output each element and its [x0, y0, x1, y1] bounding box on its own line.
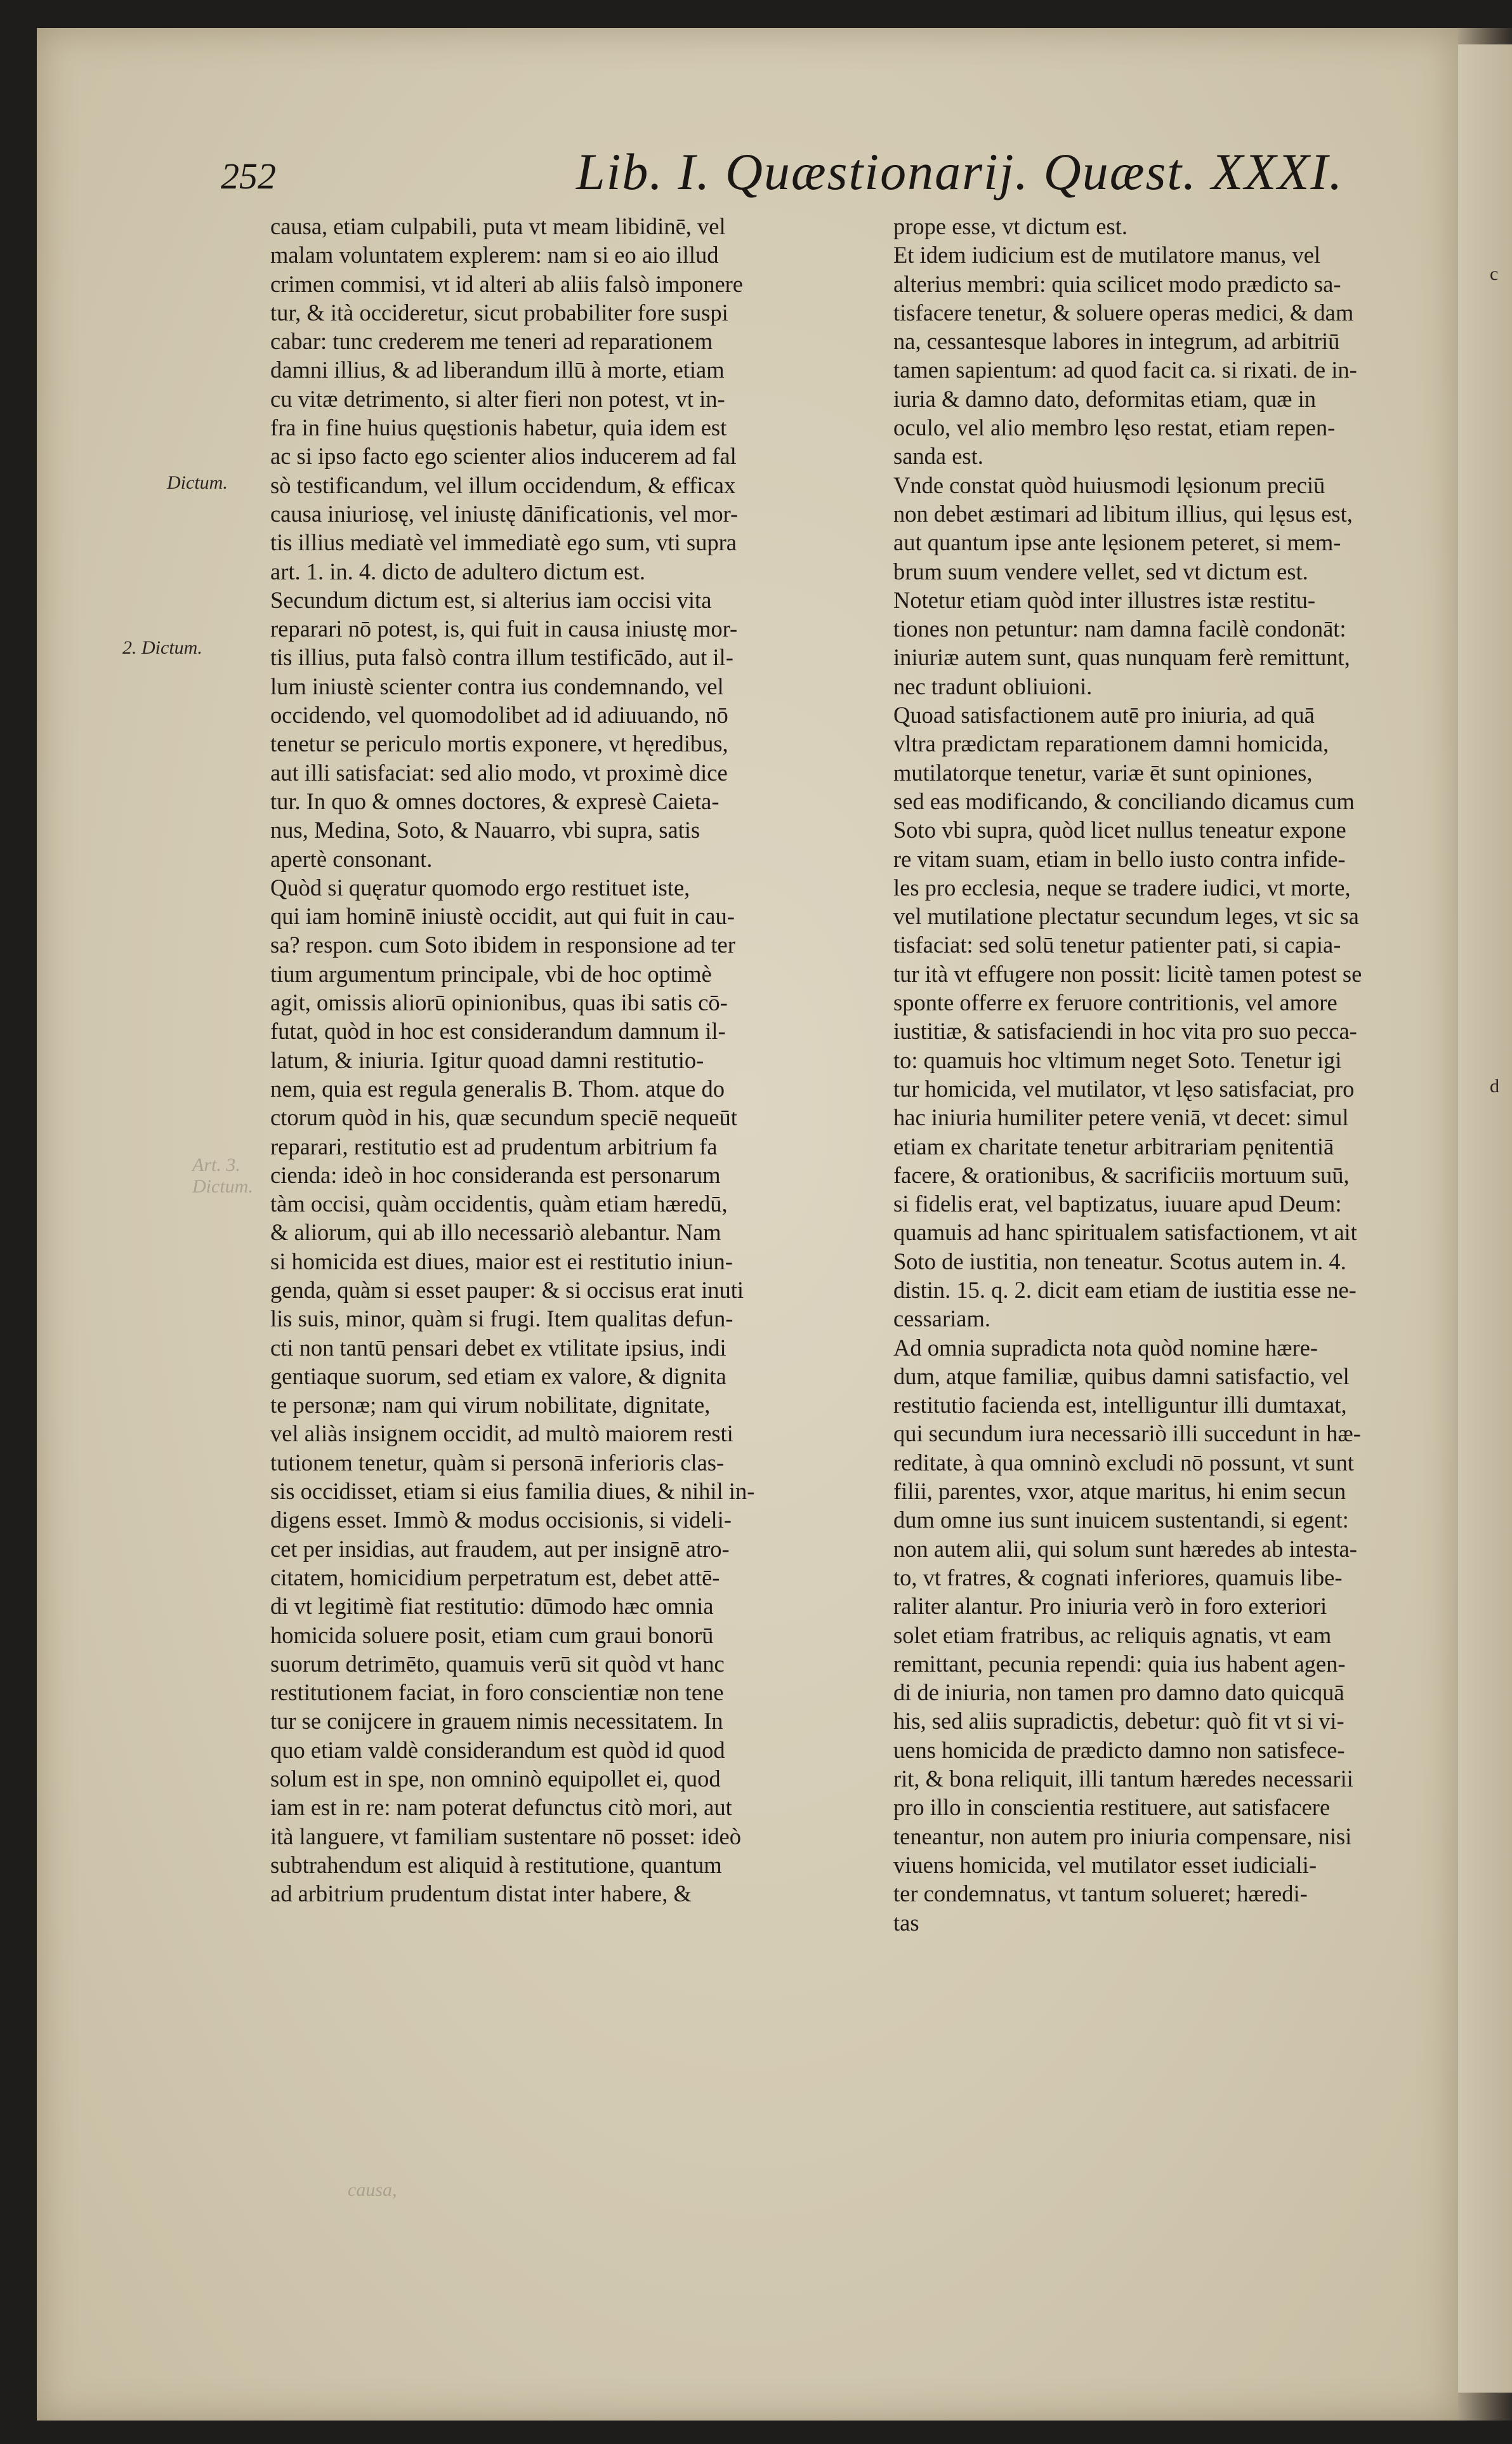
text-line: prope esse, vt dictum est.: [893, 213, 1127, 239]
text-line: cet per insidias, aut fraudem, aut per insignē atro-: [270, 1535, 730, 1562]
text-line: ter condemnatus, vt tantum solueret; hæredi-: [893, 1880, 1308, 1907]
text-line: tisfaciat: sed solū tenetur patienter pati, si capia-: [893, 932, 1341, 958]
text-line: sis occidisset, etiam si eius familia diues, & nihil in-: [270, 1478, 755, 1505]
text-line: qui secundum iura necessariò illi succedunt in hæ-: [893, 1420, 1361, 1447]
text-line: iniuriæ autem sunt, quas nunquam ferè remittunt,: [893, 644, 1350, 671]
text-line: vel mutilatione plectatur secundum leges, vt sic sa: [893, 903, 1359, 930]
text-line: tas: [893, 1909, 919, 1936]
edge-letter: d: [1490, 1076, 1499, 1097]
text-line: tium argumentum principale, vbi de hoc optimè: [270, 960, 712, 987]
text-line: nec tradunt obliuioni.: [893, 673, 1093, 699]
text-line: na, cessantesque labores in integrum, ad arbitriū: [893, 328, 1340, 355]
text-line: art. 1. in. 4. dicto de adultero dictum est.: [270, 558, 645, 585]
text-line: dum, atque familiæ, quibus damni satisfactio, vel: [893, 1363, 1350, 1389]
text-line: cessariam.: [893, 1305, 991, 1332]
text-line: causa iniuriosę, vel iniustę dānificationis, vel mor-: [270, 500, 739, 527]
text-line: cienda: ideò in hoc consideranda est personarum: [270, 1161, 721, 1188]
text-line: brum suum vendere vellet, sed vt dictum est.: [893, 558, 1308, 585]
text-line: Ad omnia supradicta nota quòd nomine hære-: [893, 1334, 1318, 1361]
text-line: tur se conijcere in grauem nimis necessitatem. In: [270, 1708, 723, 1734]
text-line: restitutionem faciat, in foro conscientiæ non tene: [270, 1679, 724, 1706]
text-line: ac si ipso facto ego scienter alios inducerem ad fal: [270, 443, 737, 470]
margin-note-second-dictum: 2. Dictum.: [122, 637, 202, 658]
facing-page-edge: [1458, 44, 1512, 2393]
text-line: Notetur etiam quòd inter illustres istæ restitu-: [893, 586, 1316, 613]
text-line: hac iniuria humiliter petere veniā, vt decet: simul: [893, 1104, 1349, 1131]
text-line: ctorum quòd in his, quæ secundum speciē nequeūt: [270, 1104, 737, 1131]
text-line: ità languere, vt familiam sustentare nō posset: ideò: [270, 1823, 741, 1849]
text-line: si homicida est diues, maior est ei restitutio iniun-: [270, 1248, 733, 1274]
text-line: aut quantum ipse ante lęsionem peteret, si mem-: [893, 529, 1341, 556]
text-line: iustitiæ, & satisfaciendi in hoc vita pro suo pecca-: [893, 1018, 1357, 1045]
text-line: lum iniustè scienter contra ius condemnando, vel: [270, 673, 724, 699]
text-line: uens homicida de prædicto damno non satisfece-: [893, 1736, 1345, 1763]
text-line: remittant, pecunia rependi: quia ius habent agen-: [893, 1650, 1346, 1677]
right-text-column: [893, 212, 1490, 1937]
text-line: solet etiam fratribus, ac reliquis agnatis, vt eam: [893, 1622, 1332, 1648]
text-line: distin. 15. q. 2. dicit eam etiam de iustitia esse ne-: [893, 1276, 1357, 1303]
text-line: tàm occisi, quàm occidentis, quàm etiam hæredū,: [270, 1191, 728, 1217]
text-line: teneantur, non autem pro iniuria compensare, nisi: [893, 1823, 1352, 1849]
text-line: tur, & ità occideretur, sicut probabiliter fore suspi: [270, 299, 728, 326]
edge-letter: c: [1490, 263, 1499, 284]
text-line: futat, quòd in hoc est considerandum damnum il-: [270, 1018, 726, 1045]
margin-note-art-3: Art. 3. Dictum.: [192, 1154, 253, 1197]
text-line: citatem, homicidium perpetratum est, debet attē-: [270, 1564, 720, 1590]
text-line: tur. In quo & omnes doctores, & expresè Caieta-: [270, 788, 720, 814]
text-line: Soto vbi supra, quòd licet nullus teneatur expone: [893, 817, 1346, 843]
text-line: occidendo, vel quomodolibet ad id adiuuando, nō: [270, 702, 728, 729]
text-line: gentiaque suorum, sed etiam ex valore, & dignita: [270, 1363, 726, 1389]
text-line: oculo, vel alio membro lęso restat, etiam repen-: [893, 414, 1336, 441]
text-line: Et idem iudicium est de mutilatore manus, vel: [893, 242, 1321, 268]
text-line: iam est in re: nam poterat defunctus citò mori, aut: [270, 1794, 732, 1821]
text-line: agit, omissis aliorū opinionibus, quas ibi satis cō-: [270, 989, 728, 1016]
text-line: suorum detrimēto, quamuis verū sit quòd vt hanc: [270, 1650, 725, 1677]
text-line: rit, & bona reliquit, illi tantum hæredes necessarii: [893, 1766, 1353, 1792]
text-line: sponte offerre ex feruore contritionis, vel amore: [893, 989, 1338, 1016]
book-page: [37, 28, 1458, 2421]
text-line: di de iniuria, non tamen pro damno dato quicquā: [893, 1679, 1344, 1706]
text-line: quo etiam valdè considerandum est quòd id quod: [270, 1736, 725, 1763]
text-line: Quoad satisfactionem autē pro iniuria, ad quā: [893, 702, 1315, 729]
text-line: les pro ecclesia, neque se tradere iudici, vt morte,: [893, 874, 1351, 901]
text-line: restitutio facienda est, intelliguntur illi dumtaxat,: [893, 1392, 1347, 1418]
text-line: tenetur se periculo mortis exponere, vt hęredibus,: [270, 730, 728, 757]
text-line: subtrahendum est aliquid à restitutione, quantum: [270, 1851, 722, 1878]
text-line: facere, & orationibus, & sacrificiis mortuum suū,: [893, 1161, 1350, 1188]
text-line: Quòd si quęratur quomodo ergo restituet iste,: [270, 874, 690, 901]
text-line: quamuis ad hanc spiritualem satisfactionem, vt ait: [893, 1219, 1357, 1246]
text-line: non autem alii, qui solum sunt hæredes ab intesta-: [893, 1535, 1357, 1562]
faded-catchword: causa,: [348, 2179, 397, 2200]
text-line: solum est in spe, non omninò equipollet ei, quod: [270, 1766, 721, 1792]
text-line: etiam ex charitate tenetur arbitrariam pęnitentiā: [893, 1133, 1334, 1159]
text-line: to: quamuis hoc vltimum neget Soto. Tenetur igi: [893, 1047, 1342, 1073]
text-line: sed eas modificando, & conciliando dicamus cum: [893, 788, 1355, 814]
text-line: digens esset. Immò & modus occisionis, si videli-: [270, 1507, 732, 1533]
text-line: filii, parentes, vxor, atque maritus, hi enim secun: [893, 1478, 1346, 1505]
text-line: viuens homicida, vel mutilator esset iudiciali-: [893, 1851, 1317, 1878]
text-line: raliter alantur. Pro iniuria verò in foro exteriori: [893, 1593, 1327, 1620]
page-number: 252: [221, 155, 276, 197]
text-line: sa? respon. cum Soto ibidem in responsione ad ter: [270, 932, 735, 958]
text-line: Secundum dictum est, si alterius iam occisi vita: [270, 586, 712, 613]
text-line: tisfacere tenetur, & soluere operas medici, & dam: [893, 299, 1354, 326]
text-line: cu vitæ detrimento, si alter fieri non potest, vt in-: [270, 385, 725, 412]
text-line: cti non tantū pensari debet ex vtilitate ipsius, indi: [270, 1334, 726, 1361]
text-line: iuria & damno dato, deformitas etiam, quæ in: [893, 385, 1316, 412]
running-title: Lib. I. Quæstionarij. Quæst. XXXI.: [576, 143, 1344, 201]
text-line: nus, Medina, Soto, & Nauarro, vbi supra, satis: [270, 817, 700, 843]
text-line: tis illius mediatè vel immediatè ego sum, vti supra: [270, 529, 737, 556]
text-line: apertè consonant.: [270, 845, 433, 872]
text-line: reparari nō potest, is, qui fuit in causa iniustę mor-: [270, 616, 738, 642]
text-line: homicida soluere posit, etiam cum graui bonorū: [270, 1622, 714, 1648]
text-line: his, sed aliis supradictis, debetur: quò fit vt si vi-: [893, 1708, 1344, 1734]
text-line: damni illius, & ad liberandum illū à morte, etiam: [270, 357, 725, 383]
text-line: Vnde constat quòd huiusmodi lęsionum preciū: [893, 472, 1325, 498]
text-line: di vt legitimè fiat restitutio: dūmodo hæc omnia: [270, 1593, 714, 1620]
text-line: ad arbitrium prudentum distat inter habere, &: [270, 1880, 692, 1907]
text-line: tur homicida, vel mutilator, vt lęso satisfaciat, pro: [893, 1075, 1355, 1102]
text-line: fra in fine huius quęstionis habetur, quia idem est: [270, 414, 727, 441]
text-line: latum, & iniuria. Igitur quoad damni restitutio-: [270, 1047, 704, 1073]
text-line: sanda est.: [893, 443, 983, 470]
left-text-column: [270, 212, 876, 1908]
text-line: mutilatorque tenetur, variæ ēt sunt opiniones,: [893, 759, 1313, 786]
text-line: te personæ; nam qui virum nobilitate, dignitate,: [270, 1392, 711, 1418]
text-line: dum omne ius sunt inuicem sustentandi, si egent:: [893, 1507, 1349, 1533]
text-line: reditate, à qua omninò excludi nō possunt, vt sunt: [893, 1449, 1354, 1476]
text-line: tis illius, puta falsò contra illum testificādo, aut il-: [270, 644, 733, 671]
text-line: pro illo in conscientia restituere, aut satisfacere: [893, 1794, 1331, 1821]
text-line: vltra prædictam reparationem damni homicida,: [893, 730, 1329, 757]
text-line: tamen sapientum: ad quod facit ca. si rixati. de in-: [893, 357, 1357, 383]
text-line: malam voluntatem explerem: nam si eo aio illud: [270, 242, 719, 268]
text-line: vel aliàs insignem occidit, ad multò maiorem resti: [270, 1420, 733, 1447]
text-line: nem, quia est regula generalis B. Thom. atque do: [270, 1075, 725, 1102]
text-line: tur ità vt effugere non possit: licitè tamen potest se: [893, 960, 1362, 987]
margin-note-dictum: Dictum.: [167, 472, 228, 493]
text-line: lis suis, minor, quàm si frugi. Item qualitas defun-: [270, 1305, 733, 1332]
page-header: [37, 117, 1458, 201]
text-line: si fidelis erat, vel baptizatus, iuuare apud Deum:: [893, 1191, 1342, 1217]
text-line: aut illi satisfaciat: sed alio modo, vt proximè dice: [270, 759, 728, 786]
text-line: qui iam hominē iniustè occidit, aut qui fuit in cau-: [270, 903, 735, 930]
text-line: tiones non petuntur: nam damna facilè condonāt:: [893, 616, 1346, 642]
text-line: & aliorum, qui ab illo necessariò alebantur. Nam: [270, 1219, 721, 1246]
text-line: causa, etiam culpabili, puta vt meam libidinē, vel: [270, 213, 726, 239]
text-line: non debet æstimari ad libitum illius, qui lęsus est,: [893, 500, 1353, 527]
text-line: cabar: tunc crederem me teneri ad reparationem: [270, 328, 713, 355]
text-line: sò testificandum, vel illum occidendum, & efficax: [270, 472, 736, 498]
text-line: Soto de iustitia, non teneatur. Scotus autem in. 4.: [893, 1248, 1346, 1274]
text-line: crimen commisi, vt id alteri ab aliis falsò imponere: [270, 270, 744, 297]
text-line: alterius membri: quia scilicet modo prædicto sa-: [893, 270, 1341, 297]
text-line: tutionem tenetur, quàm si personā inferioris clas-: [270, 1449, 725, 1476]
text-line: re vitam suam, etiam in bello iusto contra infide-: [893, 845, 1346, 872]
text-line: genda, quàm si esset pauper: & si occisus erat inuti: [270, 1276, 744, 1303]
text-line: reparari, restitutio est ad prudentum arbitrium fa: [270, 1133, 718, 1159]
text-line: to, vt fratres, & cognati inferiores, quamuis libe-: [893, 1564, 1343, 1590]
